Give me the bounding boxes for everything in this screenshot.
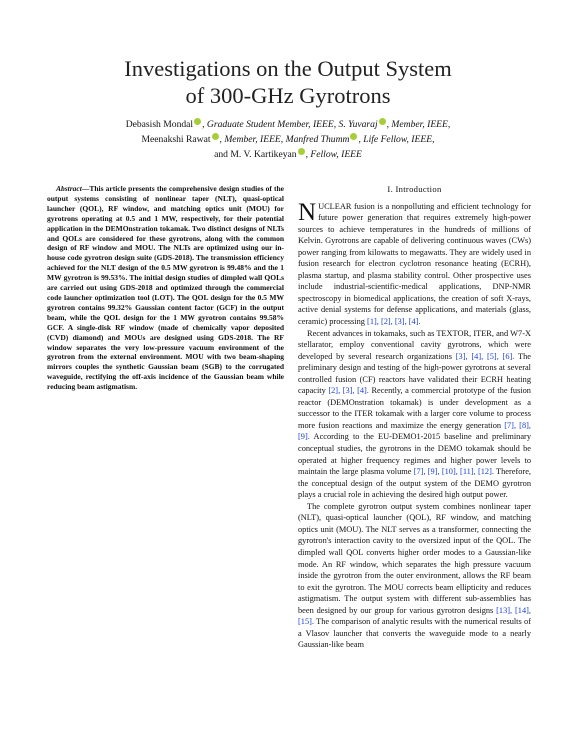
orcid-icon[interactable] (212, 133, 219, 140)
abstract-text: —This article presents the comprehensive design studies of the output systems consisting of nonlinear taper (NLT), quasi-optical launcher (QOL), RF window, and matching optics unit (MOU) for gyrotrons operating at 0.5 and 1 MW, respectively, for their potential application in the DEMOnstration tokamak. Two distinct designs of NLTs and QOLs are considered for these gyrotrons, along with the common design of RF window and MOU. The NLTs are optimized using our in-house code gyrotron design suite (GDS-2018). The transmission efficiency achieved for the NLT design of the 0.5 MW gyrotron is 99.48% and the 1 MW gyrotron is 99.53%. The initial design studies of dimpled wall QOLs are carried out using GDS-2018 and optimized through the commercial code launcher optimization tool (LOT). The QOL design for the 0.5 MW gyrotron contains 99.32% Gaussian content factor (GCF) in the output beam, while the QOL design for the 1 MW gyrotron contains 99.58% GCF. A single-disk RF window (made of chemically vapor deposited (CVD) diamond) and MOUs are designed using GDS-2018. The RF window separates the very low-pressure vacuum environment of the gyrotron from the external environment. MOU with two beam-shaping mirrors couples the synthetic Gaussian beam (SGB) to the corrugated waveguide, rectifying the off-axis incidence of the Gaussian beam while reducing beam astigmatism. (47, 184, 284, 392)
author-line-1: Debasish Mondal , Graduate Student Member, IEEE, S. Yuvaraj , Member, IEEE, (125, 119, 451, 130)
orcid-icon[interactable] (379, 118, 386, 125)
paper-title (60, 55, 516, 109)
citation-link[interactable]: [3], [4], [5], [6]. (455, 351, 515, 361)
orcid-icon[interactable] (298, 148, 305, 155)
citation-link[interactable]: [7], [8], [9]. (298, 420, 531, 442)
abstract-column (47, 184, 284, 392)
citation-link[interactable]: [7], [9], [10], [11], [12]. (413, 467, 494, 477)
abstract (47, 184, 284, 392)
orcid-icon[interactable] (350, 133, 357, 140)
orcid-icon[interactable] (194, 118, 201, 125)
section-heading: I. Introduction (387, 184, 442, 194)
paragraph-2: Recent advances in tokamaks, such as TEXTOR, ITER, and W7-X stellarator, employ conventional cavity gyrotrons, which were developed by several research organizations [3], [4], [5], [6]. The preliminary design and testing of the high-power gyrotrons at several controlled fusion (CF) reactors have validated their ECRH heating capacity [2], [3], [4]. Recently, a commercial prototype of the fusion reactor (DEMOnstration tokamak) is under development as a successor to the ITER tokamak with a larger core volume to process more fusion reactions and maximize the energy generation [7], [8], [9]. According to the EU-DEMO1-2015 baseline and preliminary conceptual studies, the gyrotrons in the DEMO tokamak should be operated at higher frequency regimes and higher power levels to maintain the large plasma volume [7], [9], [10], [11], [12]. Therefore, the conceptual design of the output system of the DEMO gyrotron plays a crucial role in achieving the desired high output power. (298, 328, 531, 500)
drop-cap: N (298, 198, 317, 226)
title-line-2: of 300-GHz Gyrotrons (185, 83, 391, 108)
abstract-label: Abstract (56, 184, 82, 193)
citation-link[interactable]: [1], [2], [3], [4]. (367, 317, 421, 327)
paragraph-3: The complete gyrotron output system combines nonlinear taper (NLT), quasi-optical launcher (QOL), RF window, and matching optics unit (MOU). The NLT serves as a transformer, connecting the gyrotron's interaction cavity to the oversized input of the QOL. The dimpled wall QOL converts higher order modes to a Gaussian-like mode. An RF window, which separates the high pressure vacuum inside the gyrotron from the outer environment, allows the RF beam to exit the gyrotron. The MOU corrects beam ellipticity and reduces astigmatism. The output system with different sub-assemblies has been designed by our group for various gyrotron designs [13], [14], [15]. The comparison of analytic results with the numerical results of a Vlasov launcher that converts the waveguide mode to a nearly Gaussian-like beam (298, 501, 531, 650)
body-column (298, 184, 531, 651)
author-block (60, 117, 516, 162)
paragraph-1: NUCLEAR fusion is a nonpolluting and efficient technology for future power generation that requires extremely high-power sources to achieve temperatures in the hundreds of millions of Kelvin. Gyrotrons are capable of delivering continuous waves (CWs) power ranging from kilowatts to megawatts. They are widely used in fusion research for electron cyclotron resonance heating (ECRH), plasma startup, and plasma stability control. Other prospective uses include industrial-scientific-medical applications, DNP-NMR spectroscopy in biomedical applications, the creation of soft X-rays, active denial systems for defense applications, and materials (glass, ceramic) processing [1], [2], [3], [4]. (298, 198, 531, 327)
author-line-2: Meenakshi Rawat , Member, IEEE, Manfred Thumm , Life Fellow, IEEE, (141, 134, 435, 145)
citation-link[interactable]: [2], [3], [4]. (328, 386, 369, 396)
citation-link[interactable]: [13], [14], [15]. (298, 605, 531, 627)
author-line-3: and M. V. Kartikeyan , Fellow, IEEE (214, 149, 362, 160)
title-line-1: Investigations on the Output System (124, 56, 452, 81)
